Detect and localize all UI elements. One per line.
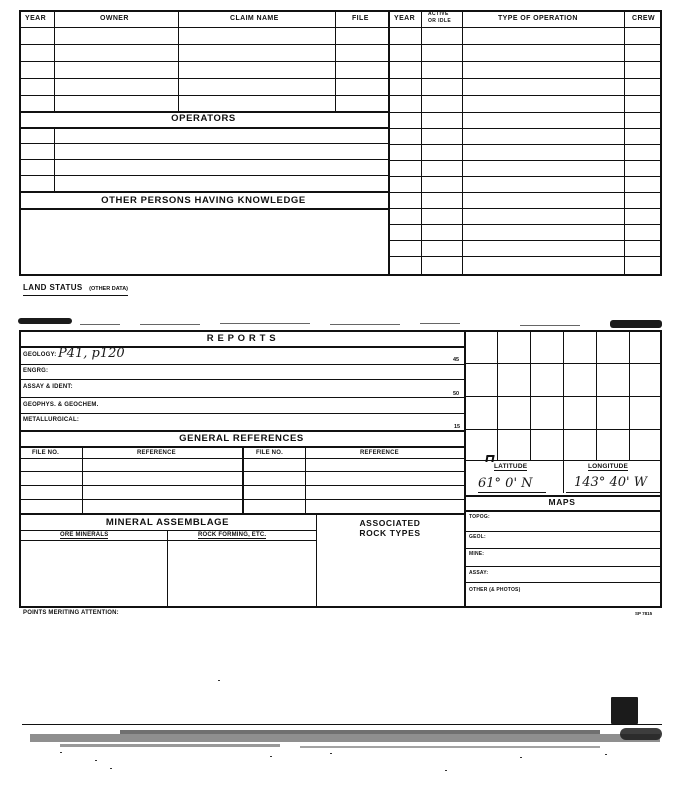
associated-rock-types-top: ASSOCIATED <box>359 518 421 528</box>
gr-col-file-no-2: FILE NO. <box>256 450 283 456</box>
maps-row-geol: GEOL: <box>469 534 486 540</box>
form-number: SP 7815 <box>635 611 653 616</box>
report-label-assay: ASSAY & IDENT: <box>23 384 73 390</box>
ore-minerals-heading: ORE MINERALS <box>60 532 109 538</box>
report-label-engrg: ENGRG: <box>23 368 49 374</box>
maps-heading: MAPS <box>548 497 576 507</box>
associated-rock-types-bottom: ROCK TYPES <box>359 528 421 538</box>
report-code-assay: 50 <box>453 391 460 397</box>
general-references-heading: GENERAL REFERENCES <box>179 433 304 444</box>
gr-col-file-no-1: FILE NO. <box>32 450 59 456</box>
rock-forming-heading: ROCK FORMING, ETC. <box>198 532 267 538</box>
mineral-assemblage-heading: MINERAL ASSEMBLAGE <box>105 517 230 528</box>
header-file: FILE <box>352 15 369 22</box>
gr-col-reference-1: REFERENCE <box>137 450 176 456</box>
maps-row-mine: MINE: <box>469 551 485 557</box>
latitude-value: 61° 0' N <box>478 476 533 491</box>
land-status-title: LAND STATUS <box>23 283 83 292</box>
report-code-metallurgical: 15 <box>454 424 461 430</box>
land-status-label <box>23 277 128 296</box>
header-or-idle: OR IDLE <box>428 18 452 24</box>
scan-block-mark <box>611 697 638 724</box>
scan-smudge-left <box>18 318 72 324</box>
maps-row-assay: ASSAY: <box>469 570 489 576</box>
header-year: YEAR <box>25 15 47 22</box>
header-type-of-operation: TYPE OF OPERATION <box>498 15 578 22</box>
land-status-subtitle: (OTHER DATA) <box>89 286 129 292</box>
reports-heading: R E P O R T S <box>206 333 277 344</box>
report-label-metallurgical: METALLURGICAL: <box>23 417 80 423</box>
report-label-geology: GEOLOGY: <box>23 352 57 358</box>
report-label-geophys: GEOPHYS. & GEOCHEM. <box>23 402 99 408</box>
maps-row-topog: TOPOG: <box>469 514 490 520</box>
report-code-geology: 45 <box>453 357 460 363</box>
header-active: ACTIVE <box>428 11 449 17</box>
latitude-label: LATITUDE <box>494 463 528 470</box>
operators-heading: OPERATORS <box>171 113 236 124</box>
points-meriting-attention-label: POINTS MERITING ATTENTION: <box>23 610 119 616</box>
longitude-value: 143° 40' W <box>574 475 648 490</box>
gr-col-reference-2: REFERENCE <box>360 450 399 456</box>
header-claim-name: CLAIM NAME <box>230 15 279 22</box>
location-marker <box>485 455 494 462</box>
header-crew: CREW <box>632 15 655 22</box>
scan-smudge-right <box>610 320 662 328</box>
report-value-geology: P41, p120 <box>58 346 125 361</box>
other-persons-heading: OTHER PERSONS HAVING KNOWLEDGE <box>101 195 306 206</box>
header-owner: OWNER <box>100 15 129 22</box>
header-year-right: YEAR <box>394 15 416 22</box>
longitude-label: LONGITUDE <box>588 463 629 470</box>
maps-row-other: OTHER (& PHOTOS) <box>469 587 521 593</box>
